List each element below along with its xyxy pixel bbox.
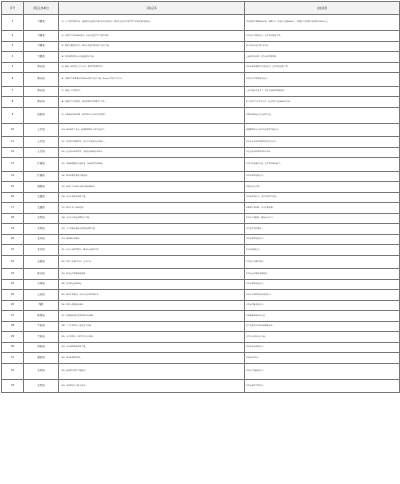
row-task: （5）新建、改扩建公办幼儿园，新增学前教育学位。 — [59, 62, 245, 73]
row-number: 10 — [2, 123, 24, 137]
row-result: 已完成年度抽检任务。 — [245, 279, 400, 290]
row-task: （9）提高城乡低保标准，落实特困人员救助供养政策。 — [59, 107, 245, 123]
row-task: （19）中小河流治理及水库除险加固工程。 — [59, 224, 245, 235]
header-result: 完成进度 — [245, 2, 400, 15]
row-result: 已完成项目年度建设任务。 — [245, 73, 400, 87]
table-body — [2, 15, 400, 393]
row-number: 19 — [2, 224, 24, 235]
row-unit: 供电局 — [24, 342, 59, 353]
row-unit: 生态局 — [24, 332, 59, 343]
row-number: 15 — [2, 182, 24, 193]
row-number: 8 — [2, 97, 24, 108]
row-unit: 水利局 — [24, 379, 59, 393]
row-task: （11）开展职业技能培训，提升劳动者就业创业能力。 — [59, 137, 245, 148]
row-number: 23 — [2, 269, 24, 280]
table-row — [2, 86, 400, 97]
row-task: （22）开展文化惠民活动，送戏下乡。 — [59, 255, 245, 269]
table-row — [2, 158, 400, 172]
row-result: 饮用水水源地水质达标。 — [245, 332, 400, 343]
table-row — [2, 203, 400, 214]
row-result: 已开展文化惠民演出。 — [245, 255, 400, 269]
table-row — [2, 279, 400, 290]
row-result: 已完成建设任务，正在开展交工验收。 — [245, 192, 400, 203]
row-unit: 教育局 — [24, 86, 59, 97]
table-row — [2, 31, 400, 42]
row-unit: 残联 — [24, 300, 59, 311]
row-result: 已按标准落实补助资金。 — [245, 311, 400, 322]
row-result: 主体工程已基本完工，正在进行配套设施建设。 — [245, 86, 400, 97]
row-unit: 人社局 — [24, 137, 59, 148]
table-row — [2, 52, 400, 63]
row-result: 已完成改厕任务。 — [245, 245, 400, 256]
table-row — [2, 192, 400, 203]
row-unit: 民政局 — [24, 107, 59, 123]
task-progress-table — [1, 1, 400, 393]
row-result: 已完成各类职业技能培训1万余人次。 — [245, 137, 400, 148]
row-unit: 城管局 — [24, 182, 59, 193]
row-task: （7）新建中小学校项目。 — [59, 86, 245, 97]
row-result: 已发放创业担保贷款2亿余元。 — [245, 147, 400, 158]
row-number: 4 — [2, 52, 24, 63]
table-row — [2, 62, 400, 73]
row-number: 3 — [2, 41, 24, 52]
row-number: 30 — [2, 342, 24, 353]
row-result: 已建成5G基站。 — [245, 353, 400, 364]
table-row — [2, 213, 400, 224]
row-unit: 卫健委 — [24, 41, 59, 52]
row-number: 33 — [2, 379, 24, 393]
table-row — [2, 97, 400, 108]
row-task: （25）推进平安建设，完善社会治安防控体系。 — [59, 290, 245, 301]
table-row — [2, 147, 400, 158]
row-number: 2 — [2, 31, 24, 42]
row-unit: 卫健委 — [24, 31, 59, 42]
table-row — [2, 269, 400, 280]
table-row — [2, 379, 400, 393]
table-row — [2, 311, 400, 322]
table-row — [2, 234, 400, 245]
row-result: 已完成年度新增学位建设任务，正在开展验收工作。 — [245, 62, 400, 73]
header-no: 序号 — [2, 2, 24, 15]
row-task: （16）农村公路提档升级工程。 — [59, 192, 245, 203]
row-number: 20 — [2, 234, 24, 245]
row-unit: 住建局 — [24, 171, 59, 182]
row-result: 已开工改造老旧小区，正在有序推进施工。 — [245, 158, 400, 172]
row-task: （12）发放创业担保贷款，支持重点群体创业就业。 — [59, 147, 245, 158]
row-result: 已新增公交线路，完成车辆更新。 — [245, 203, 400, 214]
row-unit: 水利局 — [24, 213, 59, 224]
table-row — [2, 107, 400, 123]
table-row — [2, 15, 400, 31]
table-row — [2, 73, 400, 87]
row-result: 城镇新增就业人数已完成年度目标任务。 — [245, 123, 400, 137]
row-unit: 教育局 — [24, 73, 59, 87]
row-task: （28）大气污染防治，改善空气质量。 — [59, 321, 245, 332]
row-task: （27）提高城乡居民医保财政补助标准。 — [59, 311, 245, 322]
row-unit: 交通局 — [24, 192, 59, 203]
row-task: （18）农村饮水安全巩固提升工程。 — [59, 213, 245, 224]
row-task: （23）建设全民健身场地设施。 — [59, 269, 245, 280]
row-result: 已完成年度建设任务。 — [245, 234, 400, 245]
row-result: 已完成改造升级任务。 — [245, 342, 400, 353]
row-task: （13）实施城镇老旧小区改造，完善配套基础设施。 — [59, 158, 245, 172]
row-unit: 水利局 — [24, 363, 59, 379]
row-number: 24 — [2, 279, 24, 290]
row-unit: 人社局 — [24, 123, 59, 137]
row-unit: 住建局 — [24, 158, 59, 172]
row-task: （2）乡镇卫生院标准化建设，完善基层医疗卫生服务网络。 — [59, 31, 245, 42]
row-number: 18 — [2, 213, 24, 224]
row-unit: 体育局 — [24, 269, 59, 280]
row-task: （32）城区防洪排涝工程建设。 — [59, 363, 245, 379]
row-task: （4）疾病预防控制中心实验室建设工程。 — [59, 52, 245, 63]
row-task: （3）新建儿童医院项目，推进儿科医疗服务能力提升工程。 — [59, 41, 245, 52]
table-row — [2, 342, 400, 353]
row-number: 13 — [2, 158, 24, 172]
row-unit: 教育局 — [24, 97, 59, 108]
row-unit: 卫健委 — [24, 52, 59, 63]
row-number: 27 — [2, 311, 24, 322]
row-task: （15）城市生活垃圾分类和处理设施建设。 — [59, 182, 245, 193]
row-unit: 水利局 — [24, 224, 59, 235]
row-task: （6）实施义务教育薄弱环节改善与能力提升工程，改善农村学校办学条件。 — [59, 73, 245, 87]
table-row — [2, 224, 400, 235]
header-task: 目标任务 — [59, 2, 245, 15]
table-header-row — [2, 2, 400, 15]
row-number: 31 — [2, 353, 24, 364]
row-unit: 农业局 — [24, 245, 59, 256]
row-unit: 生态局 — [24, 321, 59, 332]
row-task: （10）稳定和扩大就业，城镇新增就业人数目标任务。 — [59, 123, 245, 137]
table-row — [2, 41, 400, 52]
table-row — [2, 255, 400, 269]
row-task: （14）推进保障性安居工程建设。 — [59, 171, 245, 182]
row-result: 完成病床位新增500余张，新增执业（助理）医师600余人，家庭医生签约服务覆盖率达60%以上。 — [245, 15, 400, 31]
row-number: 11 — [2, 137, 24, 148]
row-unit: 教育局 — [24, 62, 59, 73]
row-number: 21 — [2, 245, 24, 256]
row-result: 已完成年度建设任务。 — [245, 171, 400, 182]
row-task: （17）城乡公交一体化建设。 — [59, 203, 245, 214]
row-unit: 文旅局 — [24, 255, 59, 269]
table-row — [2, 363, 400, 379]
row-unit: 医保局 — [24, 311, 59, 322]
row-unit: 交通局 — [24, 203, 59, 214]
row-task: （29）水污染防治，保护饮用水水源地。 — [59, 332, 245, 343]
row-unit: 人社局 — [24, 147, 59, 158]
row-task: （21）农村人居环境整治，推进农村改厕工作。 — [59, 245, 245, 256]
table-row — [2, 137, 400, 148]
row-result: 已完成治安防控体系建设任务。 — [245, 290, 400, 301]
header-unit: 责任主体单位 — [24, 2, 59, 15]
row-number: 6 — [2, 73, 24, 87]
row-result: 空气质量优良天数比例稳步提升。 — [245, 321, 400, 332]
row-result: 已完成康复救助任务。 — [245, 300, 400, 311]
table-row — [2, 245, 400, 256]
row-unit: 公安局 — [24, 290, 59, 301]
row-number: 17 — [2, 203, 24, 214]
row-unit: 市场局 — [24, 279, 59, 290]
table-row — [2, 290, 400, 301]
table-row — [2, 182, 400, 193]
row-task: （33）加强防汛抗旱能力建设。 — [59, 379, 245, 393]
table-row — [2, 171, 400, 182]
row-result: 累计资助学生2万余人次，发放资助资金3000余万元。 — [245, 97, 400, 108]
row-number: 14 — [2, 171, 24, 182]
row-unit: 通信局 — [24, 353, 59, 364]
table-row — [2, 353, 400, 364]
row-task: （1）公立医院巩固完善，继续开展全国医疗服务提升专项行动，推进优质医疗资源扩容下沉和区域均衡布局。 — [59, 15, 245, 31]
row-task: （8）实施学生资助政策，落实家庭经济困难学生资助。 — [59, 97, 245, 108]
row-task: （31）推进5G网络建设。 — [59, 353, 245, 364]
row-number: 12 — [2, 147, 24, 158]
row-number: 9 — [2, 107, 24, 123]
row-number: 7 — [2, 86, 24, 97]
row-result: 主体结构已封顶，正在进行装饰装修。 — [245, 52, 400, 63]
row-unit: 卫健委 — [24, 15, 59, 31]
table-row — [2, 300, 400, 311]
row-number: 5 — [2, 62, 24, 73]
table-row — [2, 332, 400, 343]
row-unit: 农业局 — [24, 234, 59, 245]
row-number: 1 — [2, 15, 24, 31]
row-number: 28 — [2, 321, 24, 332]
row-number: 32 — [2, 363, 24, 379]
row-result: 已完成项目建设任务，正在开展验收工作。 — [245, 31, 400, 42]
row-result: 已完成全民健身设施建设。 — [245, 269, 400, 280]
table-row — [2, 321, 400, 332]
row-task: （20）高标准农田建设。 — [59, 234, 245, 245]
row-number: 16 — [2, 192, 24, 203]
row-result: 已建成投入使用。 — [245, 182, 400, 193]
row-task: （30）农村电网改造升级工程。 — [59, 342, 245, 353]
row-number: 29 — [2, 332, 24, 343]
row-number: 26 — [2, 300, 24, 311]
row-task: （26）残疾人康复救助服务。 — [59, 300, 245, 311]
row-result: 累计已完成投资约1.5亿元。 — [245, 41, 400, 52]
row-result: 项目正在有序推进。 — [245, 224, 400, 235]
row-result: 已完成工程建设，惠及农村人口。 — [245, 213, 400, 224]
row-result: 已按时足额发放各类救助资金。 — [245, 107, 400, 123]
row-result: 已完成工程建设任务。 — [245, 363, 400, 379]
row-number: 22 — [2, 255, 24, 269]
row-number: 25 — [2, 290, 24, 301]
row-result: 已完成年度工作任务。 — [245, 379, 400, 393]
row-task: （24）食品安全监督抽检。 — [59, 279, 245, 290]
table-row — [2, 123, 400, 137]
